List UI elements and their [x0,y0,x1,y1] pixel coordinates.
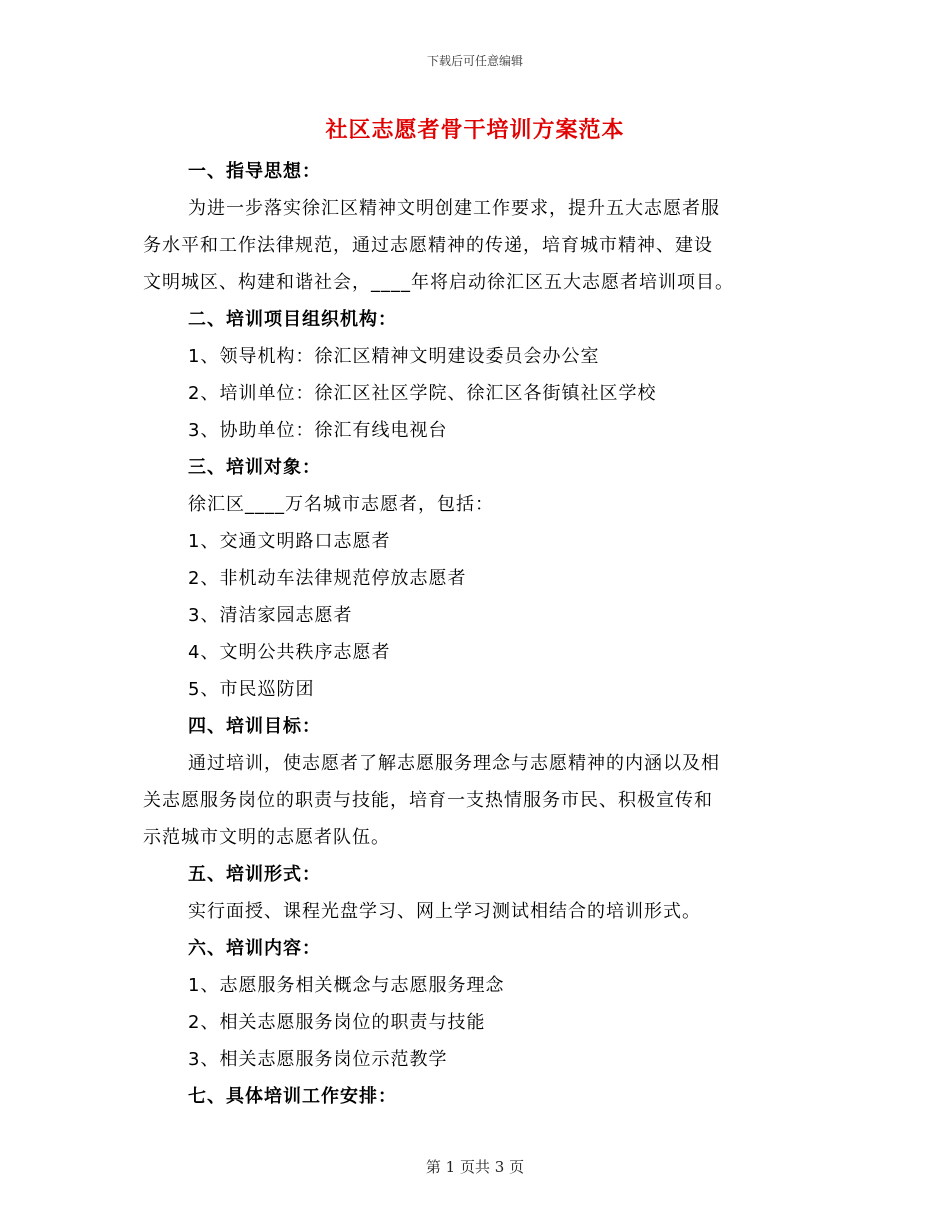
body-line: 3、协助单位：徐汇有线电视台 [188,420,448,441]
body-line: 务水平和工作法律规范，通过志愿精神的传递，培育城市精神、建设 [143,235,713,256]
body-line: 1、领导机构：徐汇区精神文明建设委员会办公室 [188,346,600,367]
body-line: 2、非机动车法律规范停放志愿者 [188,568,467,589]
body-line: 3、相关志愿服务岗位示范教学 [188,1049,448,1070]
section-heading: 三、培训对象： [188,457,321,478]
body-line: 关志愿服务岗位的职责与技能，培育一支热情服务市民、积极宣传和 [143,790,713,811]
page-header-note: 下载后可任意编辑 [426,54,523,68]
body-line: 示范城市文明的志愿者队伍。 [143,827,390,848]
body-line: 4、文明公共秩序志愿者 [188,642,391,663]
body-line: 通过培训，使志愿者了解志愿服务理念与志愿精神的内涵以及相 [188,753,720,774]
body-line: 5、市民巡防团 [188,679,315,700]
document-body [143,153,813,1115]
section-heading: 二、培训项目组织机构： [188,309,397,330]
body-line: 实行面授、课程光盘学习、网上学习测试相结合的培训形式。 [188,901,701,922]
section-heading: 六、培训内容： [188,938,321,959]
body-line: 文明城区、构建和谐社会，____年将启动徐汇区五大志愿者培训项目。 [143,272,734,293]
section-heading: 四、培训目标： [188,716,321,737]
body-line: 2、培训单位：徐汇区社区学院、徐汇区各街镇社区学校 [188,383,657,404]
body-line: 1、志愿服务相关概念与志愿服务理念 [188,975,505,996]
body-line: 为进一步落实徐汇区精神文明创建工作要求，提升五大志愿者服 [188,198,720,219]
body-line: 3、清洁家园志愿者 [188,605,353,626]
section-heading: 一、指导思想： [188,161,321,182]
section-heading: 五、培训形式： [188,864,321,885]
section-heading: 七、具体培训工作安排： [188,1086,397,1107]
body-line: 2、相关志愿服务岗位的职责与技能 [188,1012,486,1033]
body-line: 1、交通文明路口志愿者 [188,531,391,552]
body-line: 徐汇区____万名城市志愿者，包括： [188,494,494,515]
page-footer: 第 1 页共 3 页 [425,1158,525,1176]
document-title: 社区志愿者骨干培训方案范本 [325,118,625,143]
